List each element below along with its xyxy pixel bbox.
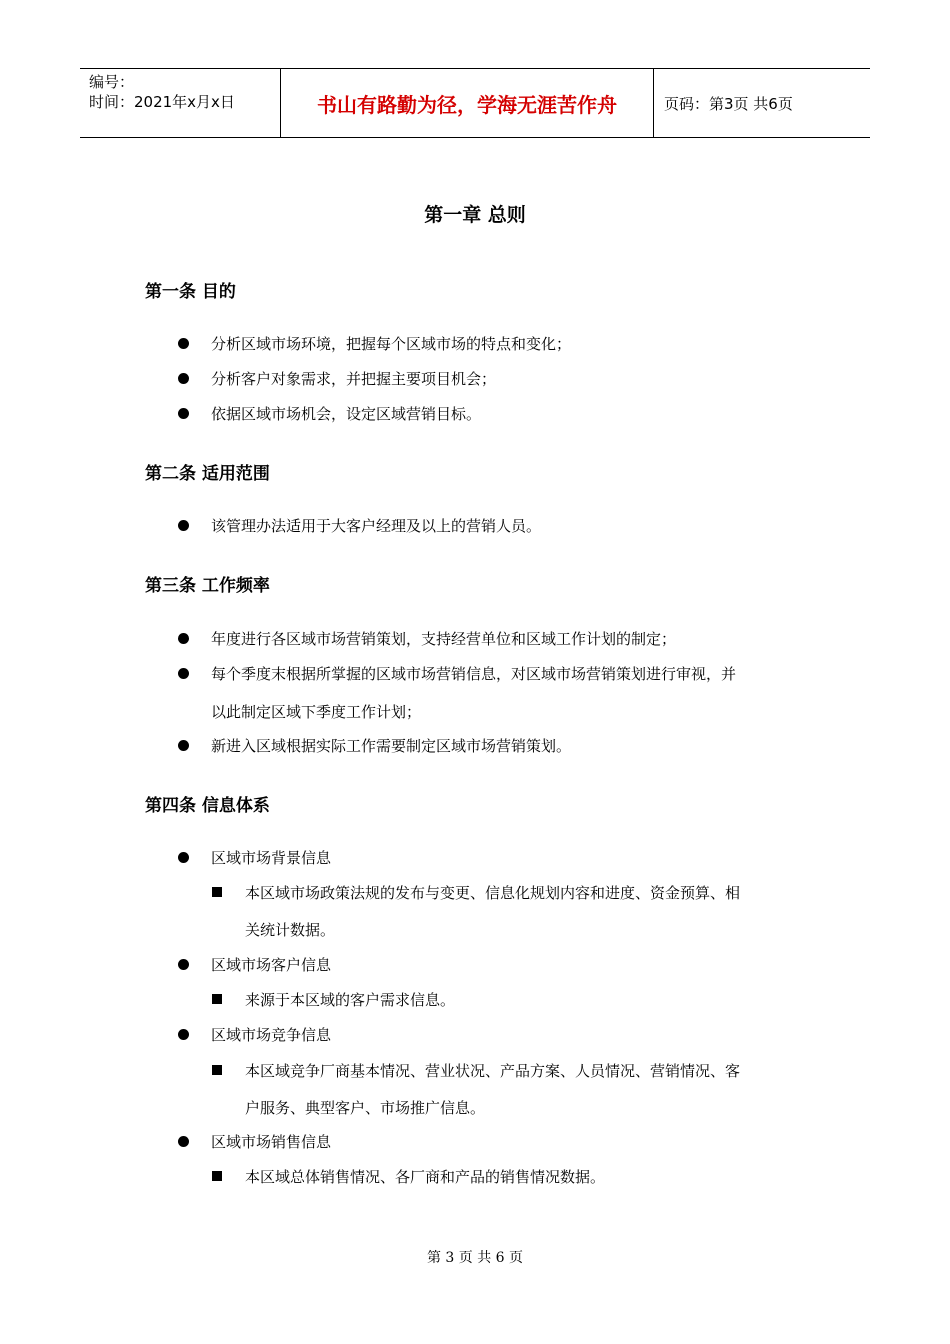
bullet-dot-icon bbox=[178, 373, 189, 384]
sub-list-item-continuation: 关统计数据。 bbox=[245, 921, 336, 939]
section-title: 第二条 适用范围 bbox=[145, 464, 270, 484]
bullet-dot-icon bbox=[178, 1136, 189, 1147]
section-title: 第四条 信息体系 bbox=[145, 796, 270, 816]
sub-list-item-continuation: 户服务、典型客户、市场推广信息。 bbox=[245, 1099, 486, 1117]
section-title: 第三条 工作频率 bbox=[145, 576, 270, 596]
number-label: 编号： bbox=[89, 73, 135, 91]
bullet-dot-icon bbox=[178, 338, 189, 349]
motto: 书山有路勤为径，学海无涯苦作舟 bbox=[317, 92, 617, 117]
bullet-dot-icon bbox=[178, 633, 189, 644]
section-title: 第一条 目的 bbox=[145, 282, 236, 302]
list-item-continuation: 以此制定区域下季度工作计划； bbox=[211, 703, 422, 721]
bullet-square-icon bbox=[212, 994, 222, 1004]
bullet-dot-icon bbox=[178, 852, 189, 863]
time-label: 时间：2021年x月x日 bbox=[89, 93, 235, 111]
chapter-title: 第一章 总则 bbox=[424, 204, 526, 226]
bullet-dot-icon bbox=[178, 740, 189, 751]
page-label: 页码：第3页 共6页 bbox=[664, 94, 793, 113]
header-motto-cell bbox=[281, 69, 654, 137]
header-page-cell bbox=[654, 69, 870, 137]
header-table bbox=[80, 68, 870, 138]
header-info-cell bbox=[80, 69, 281, 137]
bullet-dot-icon bbox=[178, 959, 189, 970]
bullet-dot-icon bbox=[178, 668, 189, 679]
bullet-dot-icon bbox=[178, 1029, 189, 1040]
bullet-dot-icon bbox=[178, 520, 189, 531]
bullet-square-icon bbox=[212, 1065, 222, 1075]
bullet-dot-icon bbox=[178, 408, 189, 419]
bullet-square-icon bbox=[212, 1171, 222, 1181]
page-footer: 第 3 页 共 6 页 bbox=[426, 1250, 524, 1266]
bullet-square-icon bbox=[212, 887, 222, 897]
